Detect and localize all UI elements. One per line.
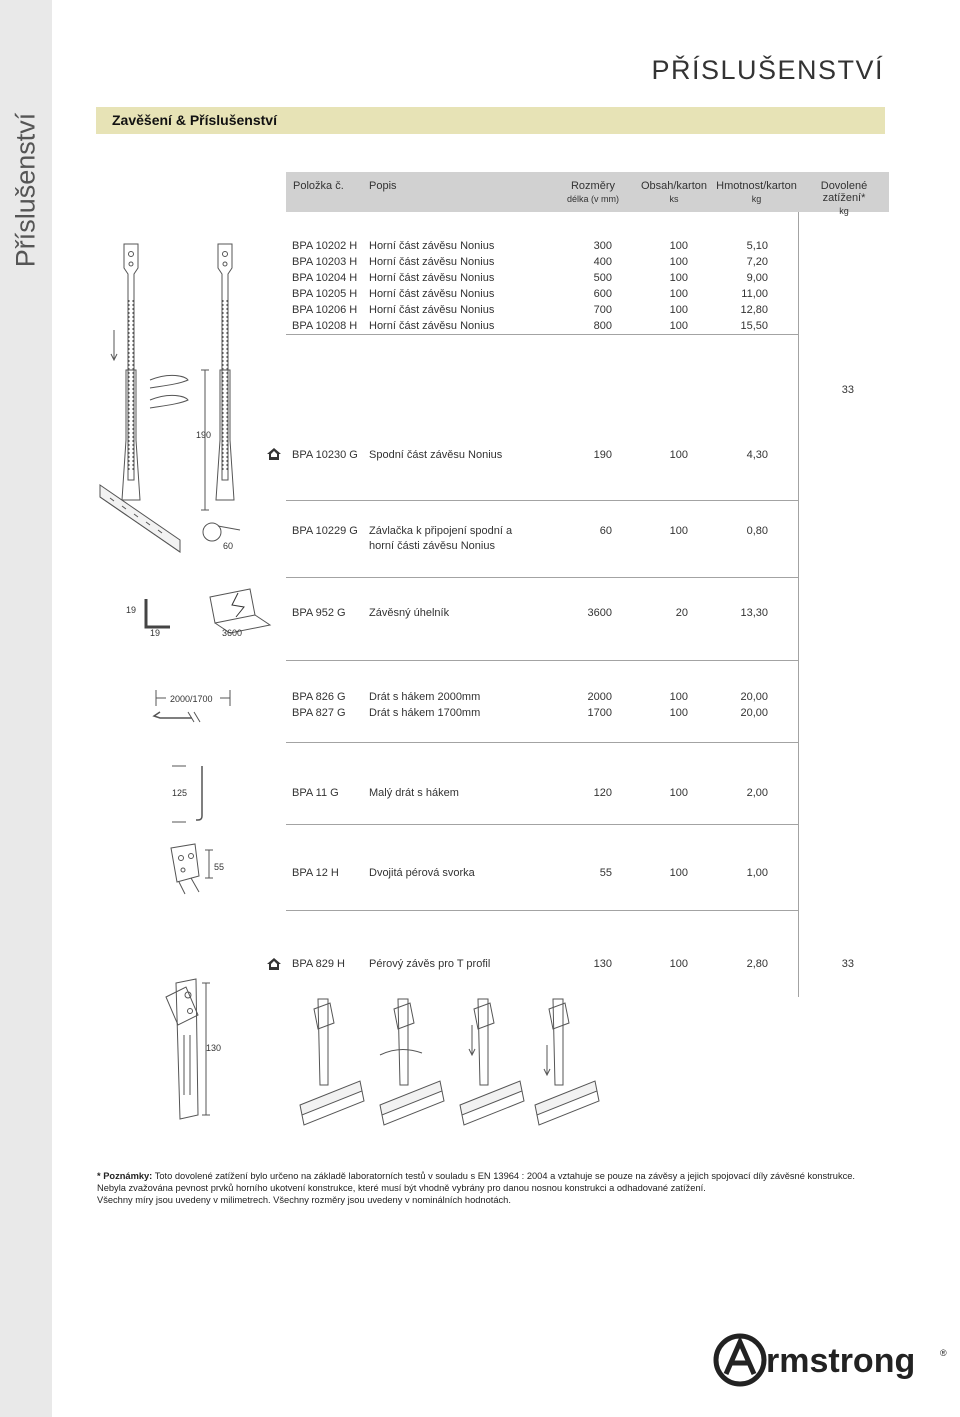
section-title: Zavěšení & Příslušenství: [112, 112, 277, 128]
table-row-dim: 60: [599, 525, 612, 537]
table-row-code: BPA 952 G: [292, 607, 346, 619]
table-row-box: 100: [669, 240, 688, 252]
table-row-box: 100: [669, 320, 688, 332]
row-rule: [286, 500, 798, 501]
header-code: Položka č.: [293, 180, 344, 192]
table-row-weight: 15,50: [740, 320, 768, 332]
table-row-code: BPA 826 G: [292, 691, 346, 703]
sidebar-label: Příslušenství: [10, 112, 41, 268]
table-row-weight: 2,00: [746, 787, 768, 799]
page-title: PŘÍSLUŠENSTVÍ: [651, 55, 884, 85]
dim-label-wire: 2000/1700: [170, 694, 213, 704]
table-row-code: BPA 10208 H: [292, 320, 358, 332]
table-row-desc: Horní část závěsu Nonius: [369, 304, 495, 316]
table-row-box: 100: [669, 867, 688, 879]
table-row-box: 100: [669, 958, 688, 970]
table-row-dim: 1700: [587, 707, 612, 719]
header-desc: Popis: [369, 180, 397, 192]
table-row-desc: Horní část závěsu Nonius: [369, 272, 495, 284]
table-row-code: BPA 10203 H: [292, 256, 358, 268]
footnote-line-1: [97, 1170, 877, 1182]
table-row-box: 100: [669, 288, 688, 300]
table-row-box: 100: [669, 272, 688, 284]
table-row-code: BPA 10206 H: [292, 304, 358, 316]
armstrong-logo: [712, 1330, 952, 1390]
dim-label-angle-len: 3600: [222, 628, 243, 638]
dim-label-60: 60: [223, 541, 234, 551]
table-row-weight: 12,80: [740, 304, 768, 316]
table-row-code: BPA 829 H: [292, 958, 345, 970]
table-row-weight: 0,80: [746, 525, 768, 537]
nonius-hanger-drawing: [100, 240, 280, 560]
footnote-label: * Poznámky:: [97, 1171, 153, 1181]
table-row-load: 33: [841, 958, 854, 970]
header-load-unit: kg: [839, 206, 849, 216]
table-row-code: BPA 10205 H: [292, 288, 358, 300]
footnote-line-3: Všechny míry jsou uvedeny v milimetrech. Všechny rozměry jsou uvedeny v nominálních hodnotách.: [97, 1195, 511, 1205]
table-row-dim: 2000: [587, 691, 612, 703]
svg-text:®: ®: [940, 1348, 947, 1358]
row-rule: [286, 824, 798, 825]
footnote-line-2: Nebyla zvažována pevnost prvků horního ukotvení konstrukce, které musí být vhodně vybrány pro danou nosnou konstrukci a odhadované zatížení.: [97, 1183, 706, 1193]
table-row-weight: 20,00: [740, 707, 768, 719]
row-rule: [286, 742, 798, 743]
dim-label-190: 190: [196, 430, 212, 440]
table-row-desc: Dvojitá pérová svorka: [369, 867, 475, 879]
spring-hanger-drawing: [150, 975, 890, 1145]
table-row-dim: 190: [593, 449, 612, 461]
header-load: [799, 180, 889, 216]
home-icon: [267, 958, 281, 970]
table-row-load: 33: [841, 384, 854, 396]
table-row-code: BPA 10229 G: [292, 525, 358, 537]
header-box-label: Obsah/karton: [640, 180, 708, 192]
table-row-code: BPA 10204 H: [292, 272, 358, 284]
header-weight-label: Hmotnost/karton: [716, 180, 797, 192]
row-rule: [286, 334, 798, 335]
table-row-dim: 600: [593, 288, 612, 300]
dim-label-small-wire: 125: [172, 788, 188, 798]
table-row-box: 100: [669, 525, 688, 537]
load-column-rule: [798, 212, 799, 997]
dim-label-angle-a: 19: [126, 605, 137, 615]
row-rule: [286, 577, 798, 578]
footnotes: [97, 1170, 877, 1206]
table-row-desc: Horní část závěsu Nonius: [369, 256, 495, 268]
table-row-desc: Spodní část závěsu Nonius: [369, 449, 503, 461]
table-row-desc: Pérový závěs pro T profil: [369, 958, 491, 970]
table-row-weight: 11,00: [741, 288, 768, 300]
sidebar: [0, 0, 52, 1417]
footnote-text-1: Toto dovolené zatížení bylo určeno na základě laboratorních testů v souladu s EN 13964 : 2004 a vztahuje se pouze na závěsy a jejich spojovací díly závěsné konstrukce.: [154, 1171, 855, 1181]
table-row-desc: Drát s hákem 1700mm: [369, 707, 481, 719]
table-row-code: BPA 827 G: [292, 707, 346, 719]
header-dim-label: Rozměry: [570, 180, 615, 192]
table-row-weight: 2,80: [746, 958, 768, 970]
header-dim-unit: délka (v mm): [566, 194, 619, 204]
table-row-weight: 7,20: [746, 256, 768, 268]
table-row-weight: 13,30: [740, 607, 768, 619]
table-row-box: 100: [669, 787, 688, 799]
header-dim: [558, 180, 628, 204]
table-row-weight: 4,30: [746, 449, 768, 461]
table-row-box: 100: [669, 707, 688, 719]
row-rule: [286, 660, 798, 661]
table-row-dim: 500: [593, 272, 612, 284]
table-row-dim: 55: [599, 867, 612, 879]
table-row-dim: 130: [593, 958, 612, 970]
table-row-dim: 700: [593, 304, 612, 316]
dim-label-spring-hanger: 130: [206, 1043, 222, 1053]
table-row-desc: Závěsný úhelník: [369, 607, 450, 619]
header-load-label: Dovolené zatížení*: [820, 180, 868, 204]
header-weight-unit: kg: [751, 194, 762, 204]
table-row-weight: 20,00: [740, 691, 768, 703]
table-row-box: 100: [669, 256, 688, 268]
row-rule: [286, 910, 798, 911]
table-row-code: BPA 10202 H: [292, 240, 358, 252]
table-row-code: BPA 10230 G: [292, 449, 358, 461]
table-row-code: BPA 12 H: [292, 867, 339, 879]
header-weight: [714, 180, 799, 204]
section-bar: [96, 107, 885, 134]
table-row-weight: 5,10: [746, 240, 768, 252]
table-row-dim: 800: [593, 320, 612, 332]
table-row-desc: Horní část závěsu Nonius: [369, 240, 495, 252]
table-row-desc: Horní část závěsu Nonius: [369, 320, 495, 332]
header-box-unit: ks: [669, 194, 679, 204]
table-row-dim: 3600: [587, 607, 612, 619]
table-row-dim: 300: [593, 240, 612, 252]
table-row-desc: Závlačka k připojení spodní a: [369, 525, 513, 537]
table-row-dim: 400: [593, 256, 612, 268]
dim-label-clip: 55: [214, 862, 225, 872]
table-row-desc: Horní část závěsu Nonius: [369, 288, 495, 300]
table-row-desc: Malý drát s hákem: [369, 787, 459, 799]
table-row-code: BPA 11 G: [292, 787, 339, 799]
table-row-desc: Drát s hákem 2000mm: [369, 691, 481, 703]
table-row-weight: 1,00: [746, 867, 768, 879]
table-row-dim: 120: [593, 787, 612, 799]
table-row-box: 100: [669, 304, 688, 316]
logo-wordmark: rmstrong: [766, 1342, 916, 1380]
table-row-box: 100: [669, 691, 688, 703]
table-row-box: 20: [675, 607, 688, 619]
table-row-weight: 9,00: [746, 272, 768, 284]
dim-label-angle-b: 19: [150, 628, 161, 638]
table-row-box: 100: [669, 449, 688, 461]
header-box: [634, 180, 714, 204]
table-header: [286, 172, 889, 216]
table-row-desc-line2: horní části závěsu Nonius: [369, 540, 495, 552]
